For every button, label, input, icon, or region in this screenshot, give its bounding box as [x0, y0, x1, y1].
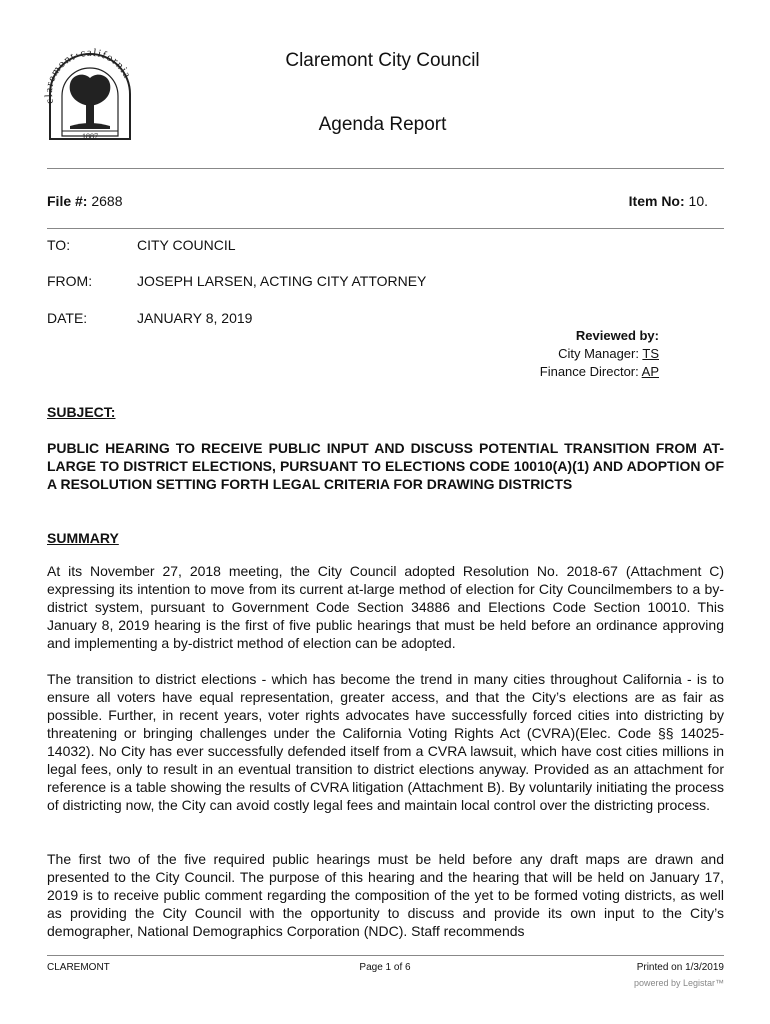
finance-director-initials: AP — [641, 364, 659, 379]
summary-paragraph-1: At its November 27, 2018 meeting, the City Council adopted Resolution No. 2018-67 (Attachment C) expressing its intention to move from its current at-large method of election for City Councilmembers to a by-district system, pursuant to Government Code Section 34886 and Elections Code Section 10010. This January 8, 2019 hearing is the first of five public hearings that must be held before an ordinance approving and implementing a by-district method of election can be adopted. — [47, 563, 724, 651]
city-manager-label: City Manager: — [558, 346, 639, 361]
footer-org: CLAREMONT — [47, 962, 110, 973]
item-value: 10. — [688, 193, 708, 209]
city-seal-logo — [40, 44, 140, 144]
print-date: Printed on 1/3/2019 — [636, 962, 724, 973]
file-number — [47, 193, 123, 209]
summary-heading: SUMMARY — [47, 530, 119, 546]
finance-director-label: Finance Director: — [539, 364, 639, 379]
file-label: File #: — [47, 193, 88, 209]
reviewed-by-title: Reviewed by: — [575, 328, 659, 343]
date-value: JANUARY 8, 2019 — [137, 310, 253, 326]
seal-year: · 1887 · — [77, 132, 103, 141]
subject-text: PUBLIC HEARING TO RECEIVE PUBLIC INPUT AND DISCUSS POTENTIAL TRANSITION FROM AT-LARGE TO DISTRICT ELECTIONS, PURSUANT TO ELECTIONS CODE 10010(A)(1) AND ADOPTION OF A RESOLUTION SETTING FORTH LEGAL CRITERIA FOR DRAWING DISTRICTS — [47, 440, 724, 492]
powered-by: powered by Legistar™ — [633, 978, 724, 988]
svg-text:claremont·california: claremont·california — [42, 46, 134, 105]
to-value: CITY COUNCIL — [137, 237, 236, 253]
from-value: JOSEPH LARSEN, ACTING CITY ATTORNEY — [137, 273, 427, 289]
finance-director-line — [399, 363, 659, 381]
from-label: FROM: — [47, 273, 93, 289]
city-manager-line — [399, 345, 659, 363]
org-title: Claremont City Council — [285, 50, 480, 71]
page-number: Page 1 of 6 — [359, 962, 411, 973]
divider — [47, 168, 724, 169]
date-label: DATE: — [47, 310, 88, 326]
item-number — [629, 193, 708, 209]
city-manager-initials: TS — [642, 346, 659, 361]
file-value: 2688 — [91, 193, 123, 209]
summary-paragraph-2: The transition to district elections - which has become the trend in many cities throughout California - is to ensure all voters have equal representation, greater access, and that the City’s elections are as fair as possible. Further, in recent years, voter rights advocates have successfully forced cities into districting by threatening or bringing challenges under the California Voting Rights Act (CVRA)(Elec. Code §§ 14025-14032). No City has ever successfully defended itself from a CVRA lawsuit, which have cost cities millions in legal fees, only to result in an eventual transition to district elections anyway. Provided as an attachment for reference is a table showing the results of CVRA litigation (Attachment B). By voluntarily initiating the process of districting now, the City can avoid costly legal fees and maintain local control over the districting process. — [47, 671, 724, 813]
reviewed-by-block — [399, 327, 659, 381]
doc-type-title: Agenda Report — [318, 114, 447, 135]
summary-paragraph-3: The first two of the five required public hearings must be held before any draft maps are drawn and presented to the City Council. The purpose of this hearing and the hearing that will be held on January 17, 2019 is to receive public comment regarding the composition of the yet to be formed voting districts, as well as providing the City Council with the opportunity to discuss and provide its own input to the City’s demographer, National Demographics Corporation (NDC). Staff recommends — [47, 851, 724, 939]
subject-heading: SUBJECT: — [47, 404, 116, 420]
divider — [47, 228, 724, 229]
item-label: Item No: — [628, 193, 685, 209]
to-label: TO: — [47, 237, 71, 253]
footer-divider — [47, 955, 724, 956]
